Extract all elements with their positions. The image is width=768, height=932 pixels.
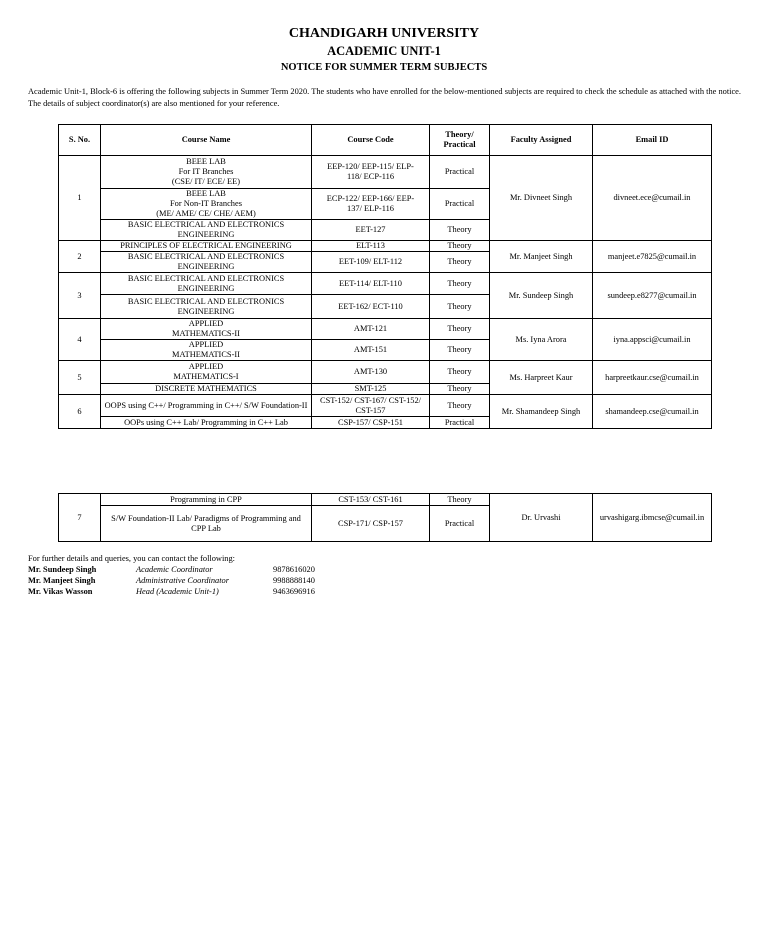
- course-code-cell: AMT-121: [312, 319, 430, 340]
- type-cell: Practical: [430, 156, 490, 189]
- contact-intro: For further details and queries, you can contact the following:: [28, 554, 235, 563]
- course-name-cell: BASIC ELECTRICAL AND ELECTRONICS ENGINEERING: [101, 252, 312, 273]
- type-cell: Theory: [430, 319, 490, 340]
- contact-phone: 9463696916: [273, 587, 315, 596]
- faculty-cell: Mr. Shamandeep Singh: [490, 395, 593, 429]
- faculty-cell: Mr. Manjeet Singh: [490, 241, 593, 273]
- subjects-table: [58, 124, 712, 429]
- course-name-cell: BEEE LAB For IT Branches (CSE/ IT/ ECE/ EE): [101, 156, 312, 189]
- type-cell: Theory: [430, 252, 490, 273]
- email-cell[interactable]: shamandeep.cse@cumail.in: [593, 395, 712, 429]
- table-row: [59, 273, 712, 295]
- course-code-cell: CSP-157/ CSP-151: [312, 417, 430, 429]
- course-code-cell: ELT-113: [312, 241, 430, 252]
- faculty-cell: Mr. Divneet Singh: [490, 156, 593, 241]
- course-name-cell: APPLIED MATHEMATICS-II: [101, 319, 312, 340]
- table-row: [59, 241, 712, 252]
- type-cell: Theory: [430, 295, 490, 319]
- faculty-cell: Ms. Harpreet Kaur: [490, 361, 593, 395]
- email-cell[interactable]: iyna.appsci@cumail.in: [593, 319, 712, 361]
- type-cell: Practical: [430, 417, 490, 429]
- unit-title: ACADEMIC UNIT-1: [327, 44, 441, 58]
- course-code-cell: CSP-171/ CSP-157: [312, 506, 430, 542]
- course-code-cell: EET-109/ ELT-112: [312, 252, 430, 273]
- course-name-cell: BEEE LAB For Non-IT Branches (ME/ AME/ CE/ CHE/ AEM): [101, 189, 312, 220]
- table-row: [59, 156, 712, 189]
- type-cell: Practical: [430, 189, 490, 220]
- sno-cell: 4: [59, 319, 101, 361]
- col-faculty: Faculty Assigned: [490, 125, 593, 156]
- email-cell[interactable]: divneet.ece@cumail.in: [593, 156, 712, 241]
- table-row: [59, 395, 712, 417]
- intro-paragraph: Academic Unit-1, Block-6 is offering the following subjects in Summer Term 2020. The students who have enrolled for the below-mentioned subjects are required to check the schedule as attached with the notice. The details of subject coordinator(s) are also mentioned for your reference.: [28, 87, 741, 108]
- course-code-cell: EEP-120/ EEP-115/ ELP-118/ ECP-116: [312, 156, 430, 189]
- faculty-cell: Mr. Sundeep Singh: [490, 273, 593, 319]
- type-cell: Theory: [430, 241, 490, 252]
- sno-cell: 6: [59, 395, 101, 429]
- contact-phone: 9878616020: [273, 565, 315, 574]
- course-code-cell: CST-152/ CST-167/ CST-152/ CST-157: [312, 395, 430, 417]
- contact-role: Academic Coordinator: [136, 565, 213, 574]
- sno-cell: 1: [59, 156, 101, 241]
- course-code-cell: EET-162/ ECT-110: [312, 295, 430, 319]
- contact-name: Mr. Vikas Wasson: [28, 587, 93, 596]
- course-code-cell: AMT-130: [312, 361, 430, 384]
- course-name-cell: OOPs using C++ Lab/ Programming in C++ Lab: [101, 417, 312, 429]
- course-name-cell: S/W Foundation-II Lab/ Paradigms of Programming and CPP Lab: [101, 506, 312, 542]
- course-code-cell: AMT-151: [312, 340, 430, 361]
- col-course-name: Course Name: [101, 125, 312, 156]
- faculty-cell: Ms. Iyna Arora: [490, 319, 593, 361]
- table-row: [59, 319, 712, 340]
- col-sno: S. No.: [59, 125, 101, 156]
- type-cell: Theory: [430, 395, 490, 417]
- email-cell[interactable]: manjeet.e7825@cumail.in: [593, 241, 712, 273]
- subjects-table-continued: [58, 493, 712, 542]
- type-cell: Practical: [430, 506, 490, 542]
- contact-role: Administrative Coordinator: [136, 576, 229, 585]
- type-cell: Theory: [430, 273, 490, 295]
- course-name-cell: DISCRETE MATHEMATICS: [101, 384, 312, 395]
- course-code-cell: CST-153/ CST-161: [312, 494, 430, 506]
- email-cell[interactable]: sundeep.e8277@cumail.in: [593, 273, 712, 319]
- table-row: [59, 494, 712, 506]
- type-cell: Theory: [430, 494, 490, 506]
- course-code-cell: EET-114/ ELT-110: [312, 273, 430, 295]
- email-cell[interactable]: urvashigarg.ibmcse@cumail.in: [593, 494, 712, 542]
- course-name-cell: BASIC ELECTRICAL AND ELECTRONICS ENGINEERING: [101, 295, 312, 319]
- course-name-cell: PRINCIPLES OF ELECTRICAL ENGINEERING: [101, 241, 312, 252]
- type-cell: Theory: [430, 220, 490, 241]
- university-title: CHANDIGARH UNIVERSITY: [288, 26, 480, 41]
- type-cell: Theory: [430, 361, 490, 384]
- faculty-cell: Dr. Urvashi: [490, 494, 593, 542]
- course-code-cell: SMT-125: [312, 384, 430, 395]
- sno-cell: 5: [59, 361, 101, 395]
- contact-phone: 9988888140: [273, 576, 315, 585]
- col-course-code: Course Code: [312, 125, 430, 156]
- course-name-cell: APPLIED MATHEMATICS-II: [101, 340, 312, 361]
- course-code-cell: EET-127: [312, 220, 430, 241]
- course-name-cell: BASIC ELECTRICAL AND ELECTRONICS ENGINEERING: [101, 273, 312, 295]
- contact-name: Mr. Manjeet Singh: [28, 576, 96, 585]
- course-name-cell: APPLIED MATHEMATICS-I: [101, 361, 312, 384]
- sno-cell: 3: [59, 273, 101, 319]
- notice-title: NOTICE FOR SUMMER TERM SUBJECTS: [280, 62, 488, 73]
- col-email: Email ID: [593, 125, 712, 156]
- col-theory-practical: Theory/ Practical: [430, 125, 490, 156]
- email-cell[interactable]: harpreetkaur.cse@cumail.in: [593, 361, 712, 395]
- sno-cell: 2: [59, 241, 101, 273]
- course-name-cell: OOPS using C++/ Programming in C++/ S/W Foundation-II: [101, 395, 312, 417]
- course-name-cell: Programming in CPP: [101, 494, 312, 506]
- table-row: [59, 361, 712, 384]
- type-cell: Theory: [430, 340, 490, 361]
- type-cell: Theory: [430, 384, 490, 395]
- contact-name: Mr. Sundeep Singh: [28, 565, 97, 574]
- contact-role: Head (Academic Unit-1): [136, 587, 219, 596]
- sno-cell: 7: [59, 494, 101, 542]
- course-code-cell: ECP-122/ EEP-166/ EEP-137/ ELP-116: [312, 189, 430, 220]
- course-name-cell: BASIC ELECTRICAL AND ELECTRONICS ENGINEERING: [101, 220, 312, 241]
